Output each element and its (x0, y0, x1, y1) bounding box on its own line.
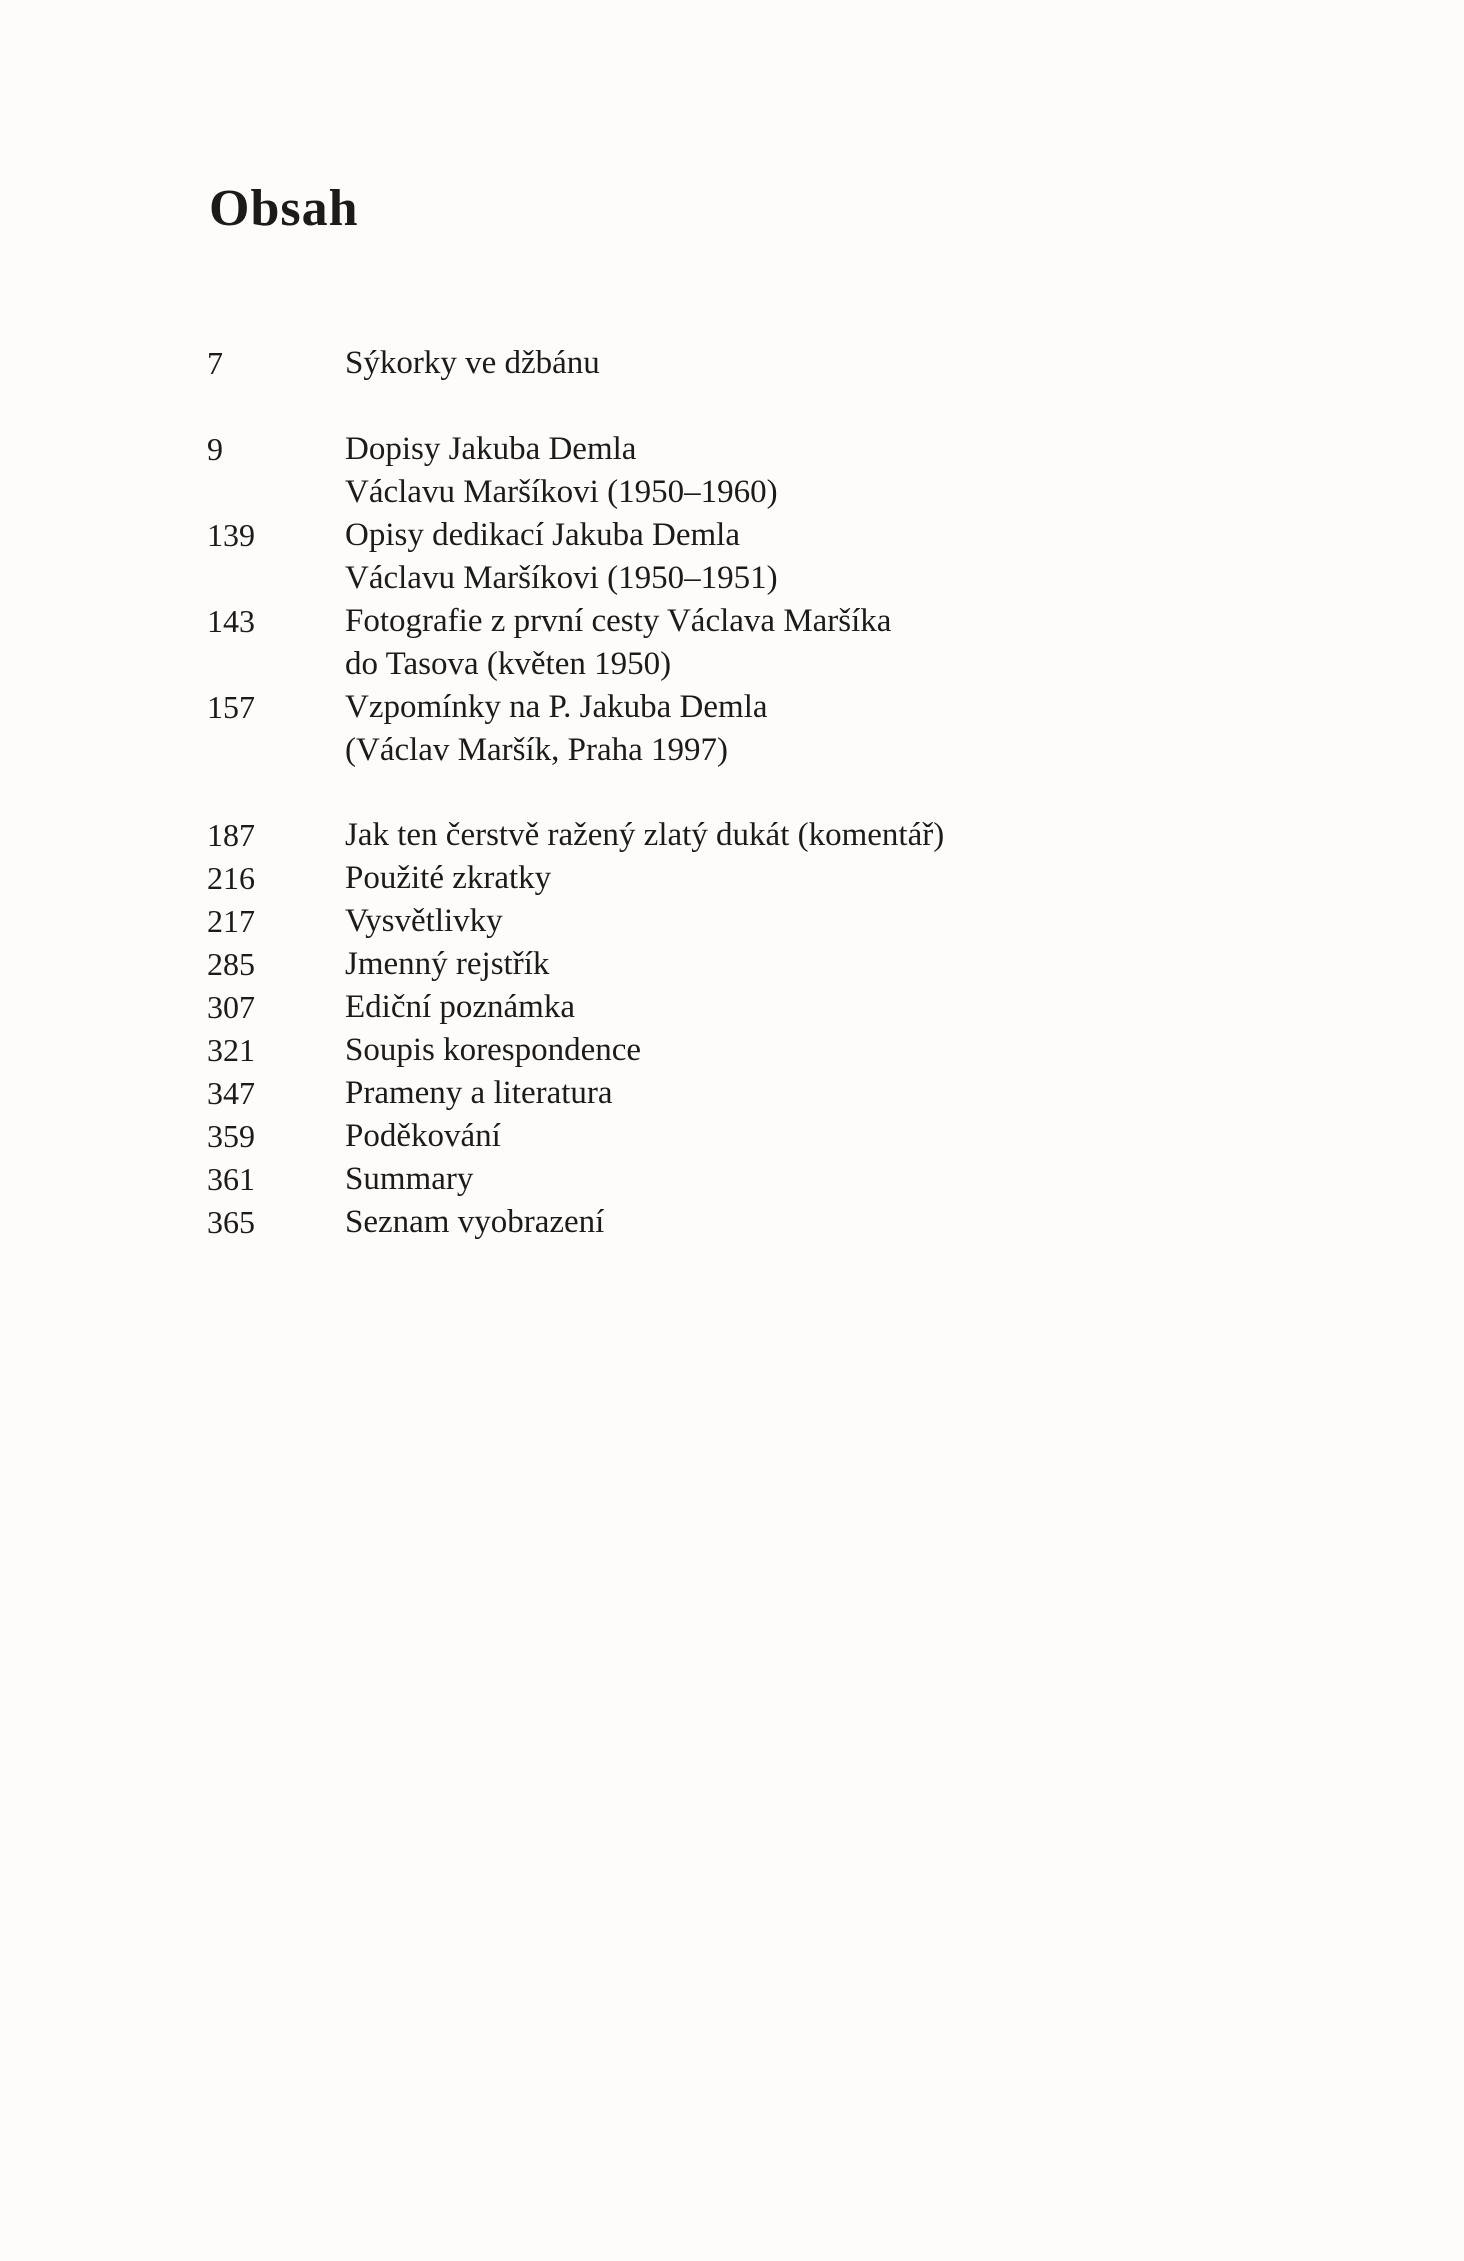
toc-entry (0, 428, 1464, 514)
toc-title-line: Vzpomínky na P. Jakuba Demla (345, 689, 768, 725)
toc-entry-title (345, 1029, 1345, 1072)
toc-title-line: Sýkorky ve džbánu (345, 345, 600, 381)
toc-entry-title (345, 600, 1345, 686)
toc-title-line: Použité zkratky (345, 860, 552, 896)
toc-entry (0, 986, 1464, 1029)
toc-entry (0, 1115, 1464, 1158)
toc-entry (0, 1072, 1464, 1115)
toc-page-number: 307 (207, 989, 255, 1025)
toc-group-intro (0, 342, 1464, 385)
toc-entry-title (345, 986, 1345, 1029)
toc-page-number: 321 (207, 1032, 255, 1068)
toc-page-number: 139 (207, 517, 255, 553)
toc-title-line: Jmenný rejstřík (345, 946, 550, 982)
toc-title-line: (Václav Maršík, Praha 1997) (345, 732, 729, 768)
toc-page-number: 217 (207, 903, 255, 939)
toc-title-line: Václavu Maršíkovi (1950–1951) (345, 560, 778, 596)
toc-title-line: Prameny a literatura (345, 1075, 613, 1111)
toc-page-number: 285 (207, 946, 255, 982)
toc-entry-title (345, 1072, 1345, 1115)
toc-title-line: do Tasova (květen 1950) (345, 646, 672, 682)
toc-page-number: 347 (207, 1075, 255, 1111)
toc-title-line: Dopisy Jakuba Demla (345, 431, 637, 467)
toc-title-line: Vysvětlivky (345, 903, 503, 939)
toc-title-line: Opisy dedikací Jakuba Demla (345, 517, 740, 553)
toc-page-number: 365 (207, 1204, 255, 1240)
toc-entry-title (345, 943, 1345, 986)
toc-title-line: Seznam vyobrazení (345, 1204, 605, 1240)
toc-page-number: 157 (207, 689, 255, 725)
toc-group-letters (0, 428, 1464, 772)
toc-page-number: 143 (207, 603, 255, 639)
toc-entry (0, 514, 1464, 600)
toc-entry (0, 943, 1464, 986)
toc-title-line: Ediční poznámka (345, 989, 576, 1025)
toc-entry-title (345, 1201, 1345, 1244)
toc-page-number: 361 (207, 1161, 255, 1197)
toc-entry-title (345, 1158, 1345, 1201)
toc-entry (0, 900, 1464, 943)
toc-title-line: Soupis korespondence (345, 1032, 642, 1068)
toc-entry-title (345, 900, 1345, 943)
toc-page-number: 7 (207, 345, 223, 381)
toc-entry (0, 814, 1464, 857)
toc-entry (0, 342, 1464, 385)
toc-entry-title (345, 1115, 1345, 1158)
toc-page-number: 216 (207, 860, 255, 896)
toc-entry (0, 1029, 1464, 1072)
toc-entry (0, 686, 1464, 772)
toc-page-number: 9 (207, 431, 223, 467)
toc-entry-title (345, 686, 1345, 772)
toc-title-line: Poděkování (345, 1118, 501, 1154)
toc-entry (0, 857, 1464, 900)
toc-entry-title (345, 342, 1345, 385)
toc-title-line: Jak ten čerstvě ražený zlatý dukát (komentář) (345, 817, 945, 853)
toc-entry-title (345, 428, 1345, 514)
toc-entry (0, 1158, 1464, 1201)
toc-page-number: 187 (207, 817, 255, 853)
toc-title-line: Fotografie z první cesty Václava Maršíka (345, 603, 892, 639)
toc-title-line: Václavu Maršíkovi (1950–1960) (345, 474, 778, 510)
toc-entry-title (345, 857, 1345, 900)
toc-page-number: 359 (207, 1118, 255, 1154)
toc-entry-title (345, 514, 1345, 600)
toc-entry-title (345, 814, 1345, 857)
toc-entry (0, 1201, 1464, 1244)
toc-group-apparatus (0, 814, 1464, 1244)
page-title: Obsah (209, 180, 359, 237)
toc-entry (0, 600, 1464, 686)
toc-title-line: Summary (345, 1161, 474, 1197)
